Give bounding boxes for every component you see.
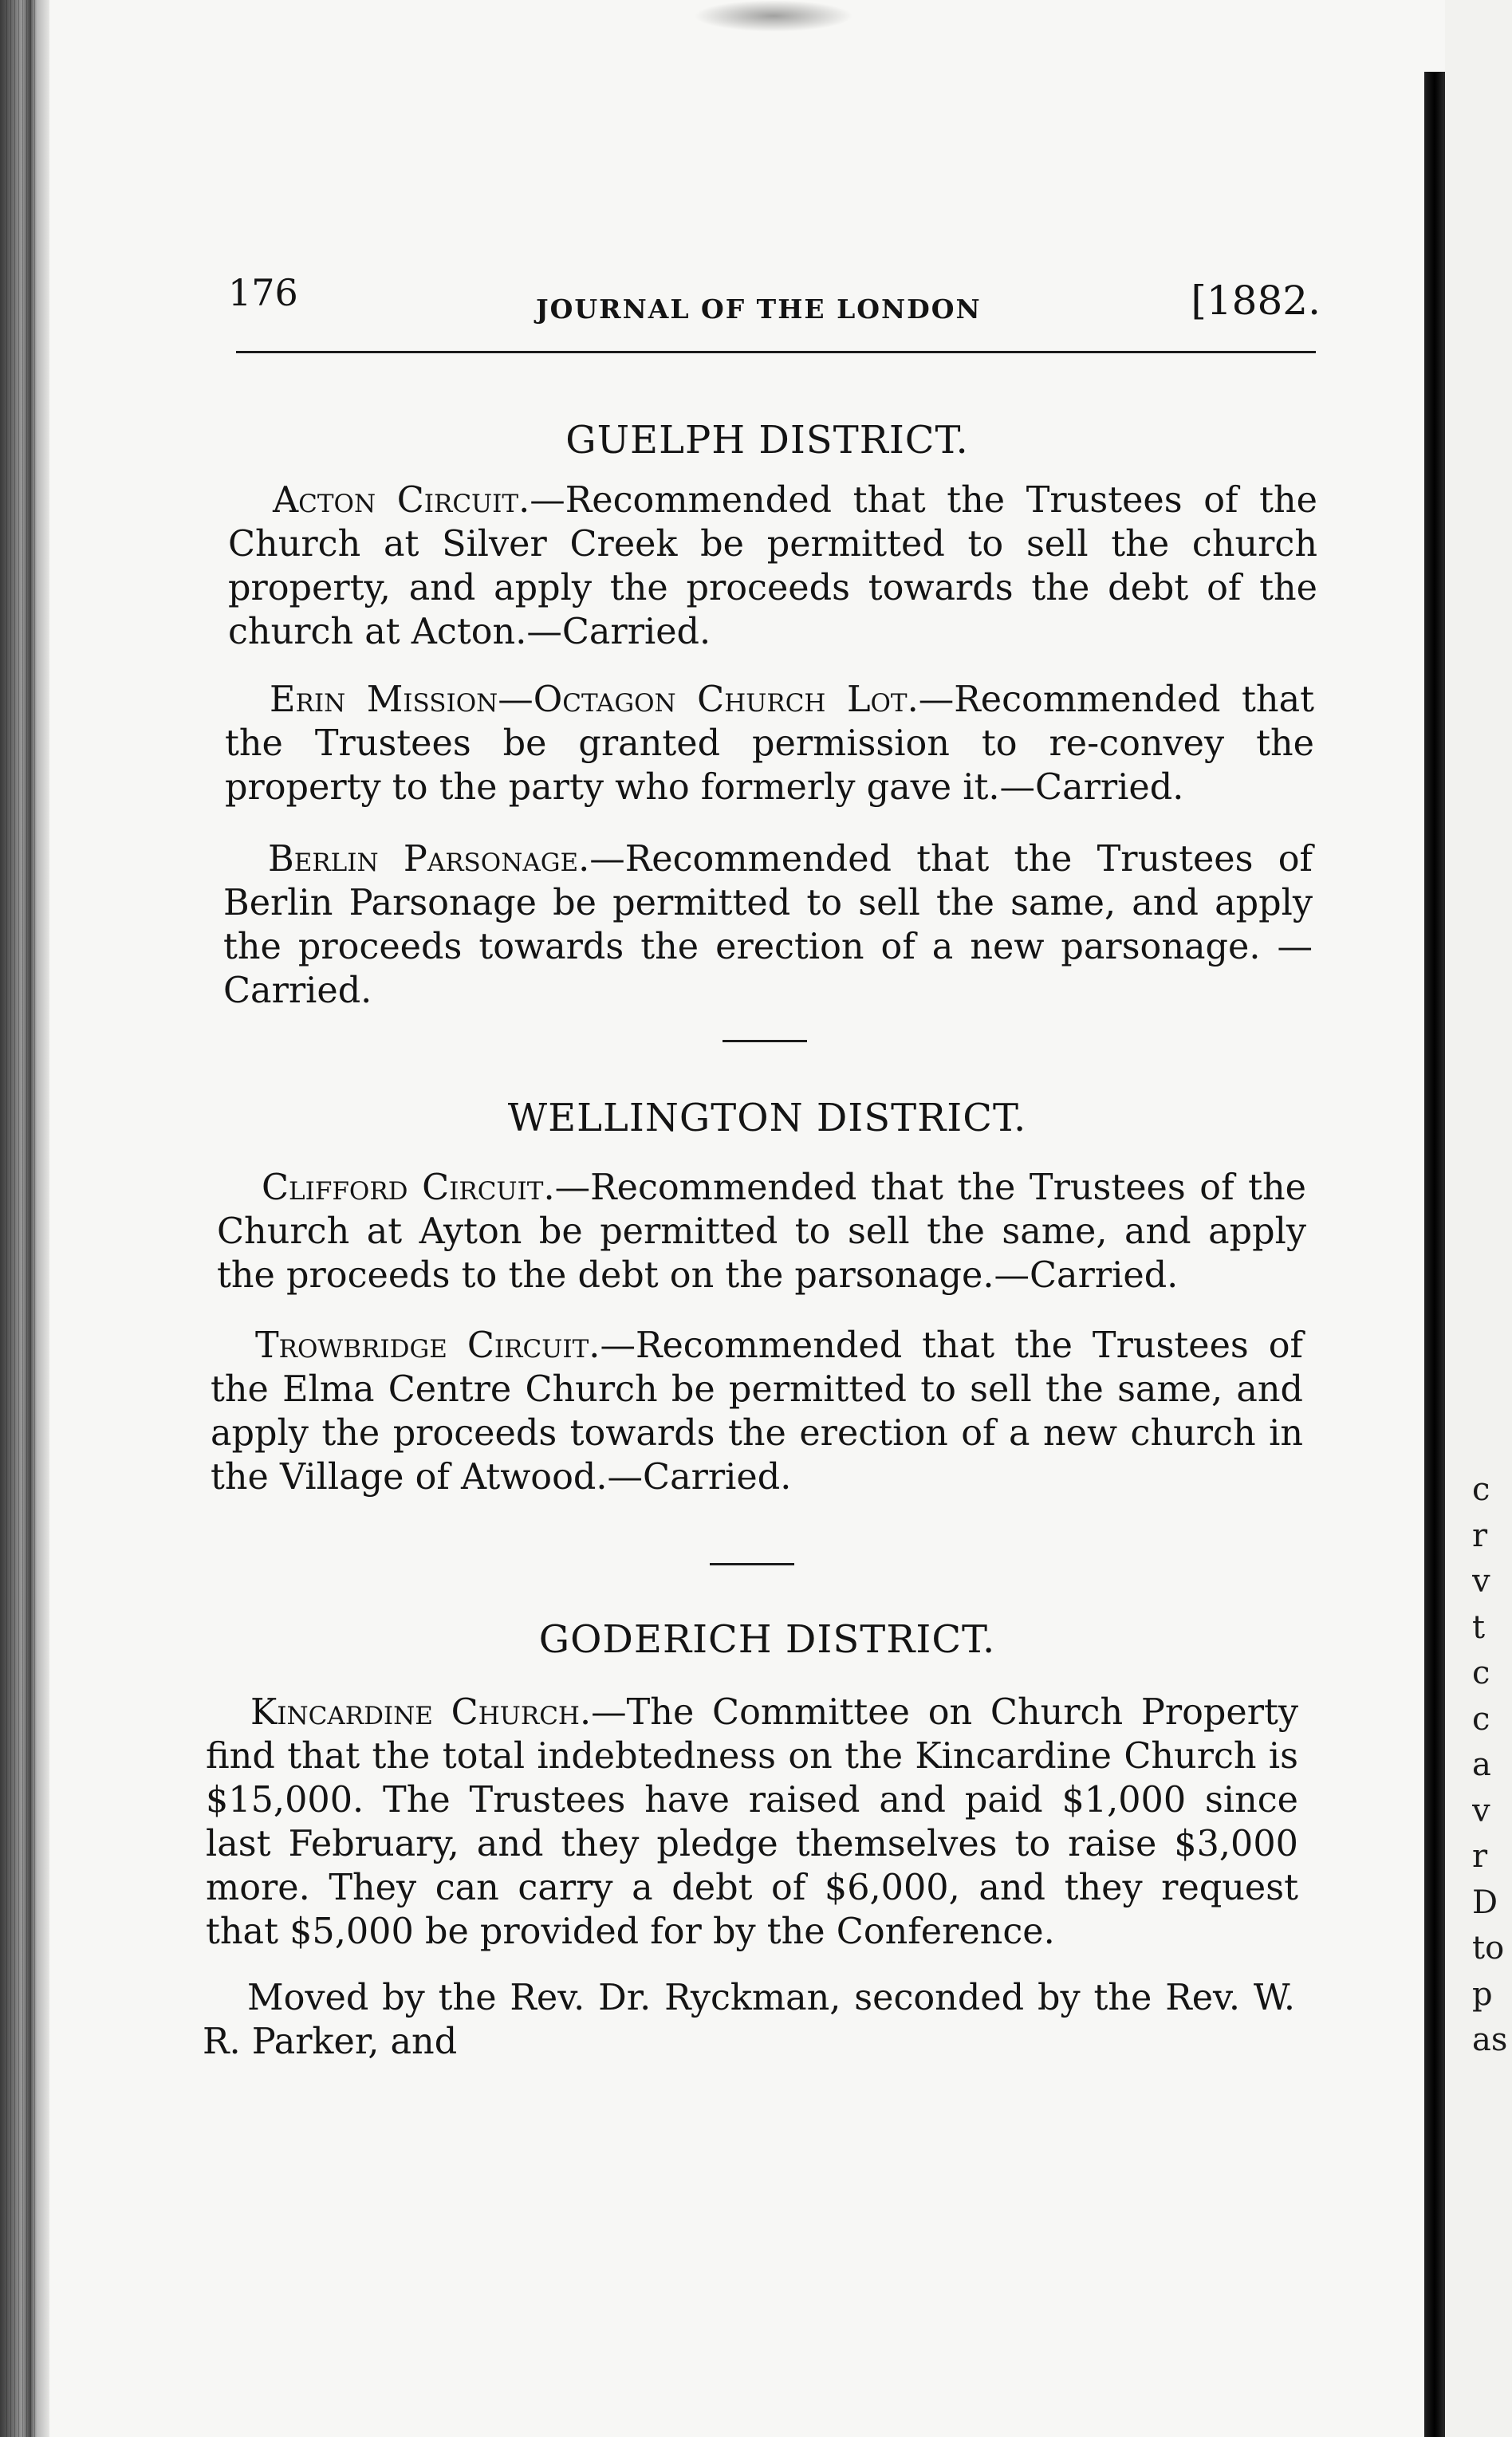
- paragraph-lead: Acton Circuit.: [273, 480, 530, 521]
- gutter-shadow: [1424, 72, 1445, 2437]
- paragraph-erin-mission: [225, 678, 1314, 809]
- year-label: [1882.: [1191, 278, 1321, 324]
- paragraph-lead: Erin Mission—Octagon Church Lot.: [270, 679, 919, 720]
- section-title-guelph: GUELPH DISTRICT.: [565, 418, 969, 463]
- paragraph-text: Moved by the Rev. Dr. Ryckman, seconded by the Rev. W. R. Parker, and: [203, 1978, 1295, 2062]
- paragraph-berlin-parsonage: [223, 837, 1313, 1013]
- paragraph-lead: Trowbridge Circuit.: [255, 1325, 600, 1366]
- paragraph-text: —Recommended that the Trustees of Berlin Parsonage be permitted to sell the same, and apply the proceeds towards the erection of a new parsonage. —Carried.: [223, 839, 1313, 1011]
- section-title-wellington: WELLINGTON DISTRICT.: [507, 1096, 1027, 1140]
- section-divider: [723, 1040, 807, 1042]
- paragraph-text: —Recommended that the Trustees of the Church at Ayton be permitted to sell the same, and apply the proceeds to the debt on the parsonage.—Carried.: [217, 1167, 1306, 1296]
- paragraph-kincardine-church: [206, 1691, 1298, 1954]
- paragraph-lead: Clifford Circuit.: [262, 1167, 555, 1208]
- scan-smudge: [694, 0, 853, 32]
- page-header: [228, 271, 1321, 329]
- fragment: p: [1472, 1975, 1493, 2013]
- fragment: c: [1472, 1471, 1490, 1508]
- paragraph-clifford-circuit: [217, 1166, 1306, 1297]
- running-title: JOURNAL OF THE LONDON: [536, 293, 982, 325]
- fragment: v: [1472, 1563, 1490, 1600]
- fragment: t: [1472, 1608, 1486, 1646]
- paragraph-text: —Recommended that the Trustees of the Elma Centre Church be permitted to sell the same, and apply the proceeds towards the erection of a new church in the Village of Atwood.—Carried.: [211, 1325, 1304, 1498]
- paragraph-text: —Recommended that the Trustees of the Church at Silver Creek be permitted to sell the church property, and apply the proceeds towards the debt of the church at Acton.—Carried.: [228, 480, 1318, 652]
- section-title-goderich: GODERICH DISTRICT.: [538, 1617, 996, 1662]
- facing-page-fragments: [1472, 1467, 1512, 2064]
- fragment: r: [1472, 1517, 1488, 1554]
- paragraph-acton-circuit: [228, 478, 1317, 654]
- fragment: v: [1472, 1792, 1490, 1829]
- paragraph-lead: Berlin Parsonage.: [268, 839, 590, 880]
- paragraph-text: —Recommended that the Trustees be granted permission to re-convey the property to the party who formerly gave it.—Carried.: [225, 679, 1314, 808]
- fragment: to: [1472, 1930, 1505, 1967]
- section-divider: [710, 1563, 794, 1565]
- paragraph-lead: Kincardine Church.: [250, 1692, 592, 1733]
- fragment: r: [1472, 1838, 1488, 1875]
- header-rule: [236, 351, 1316, 353]
- fragment: c: [1472, 1700, 1490, 1738]
- fragment: D: [1472, 1884, 1498, 1921]
- fragment: a: [1472, 1746, 1491, 1783]
- paragraph-trowbridge-circuit: [211, 1324, 1303, 1499]
- page-edges: [6, 0, 38, 2437]
- facing-page: [1445, 0, 1512, 2437]
- fragment: as: [1472, 2022, 1508, 2058]
- paragraph-text: —The Committee on Church Property find that the total indebtedness on the Kincardine Church is $15,000. The Trustees have raised and paid $1,000 since last February, and they pledge themselves to raise $3,000 more. They can carry a debt of $6,000, and they request that $5,000 be provided for by the Conference.: [206, 1692, 1299, 1952]
- paragraph-motion: [203, 1976, 1295, 2064]
- fragment: c: [1472, 1655, 1490, 1691]
- page-number: 176: [228, 271, 298, 314]
